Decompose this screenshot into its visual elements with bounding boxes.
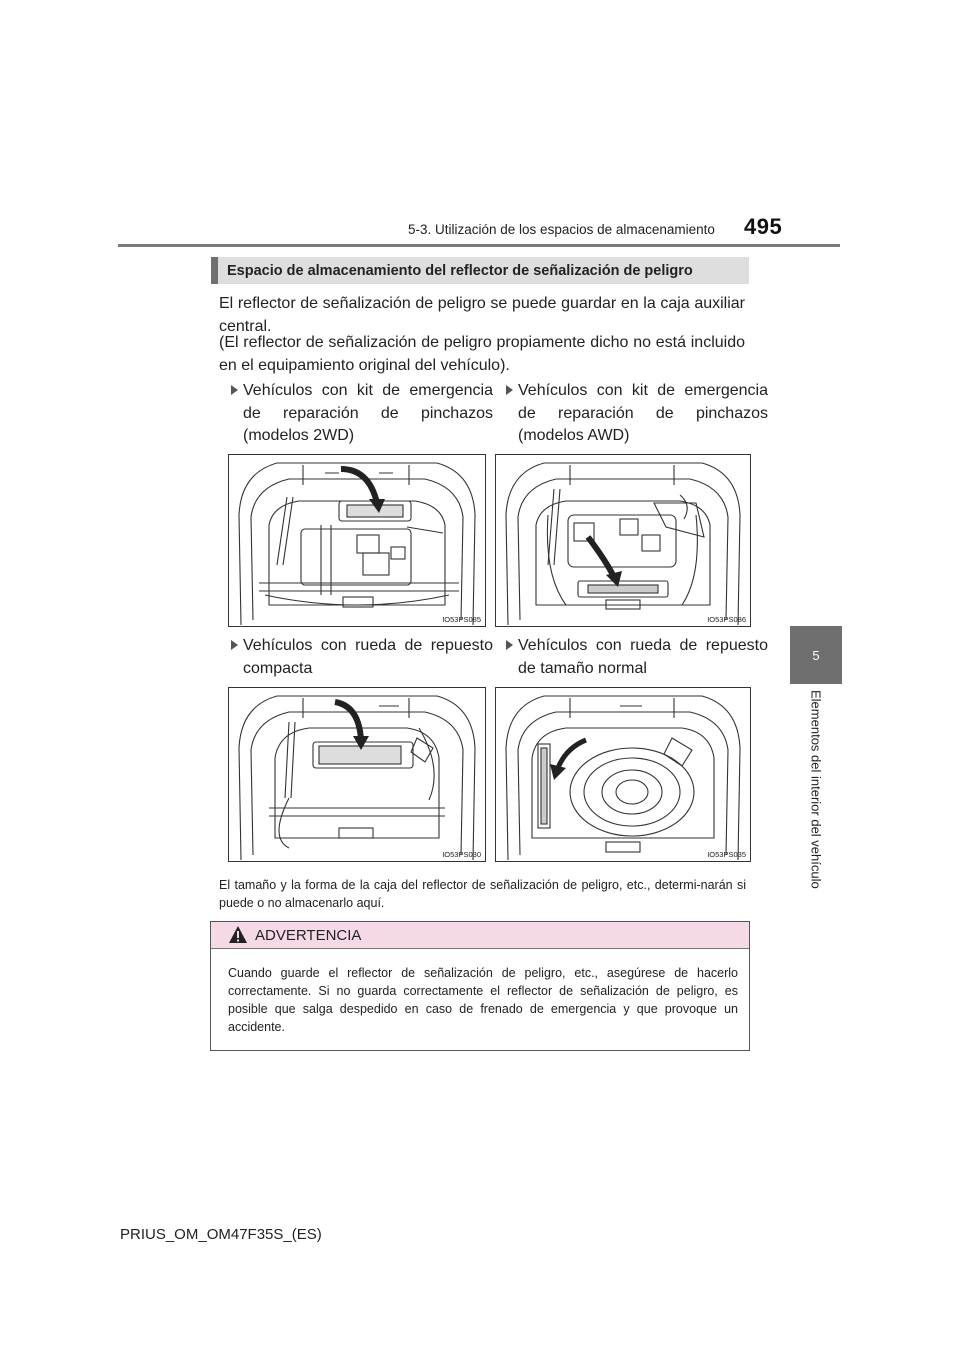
warning-title: ADVERTENCIA <box>255 927 362 944</box>
figure-label-text: Vehículos con kit de emergencia de reparación de pinchazos (modelos AWD) <box>518 382 768 444</box>
figure-code: IO53PS085 <box>442 615 481 624</box>
figure-fullsize-spare-illustration <box>495 687 751 862</box>
bullet-triangle-icon <box>231 640 238 650</box>
chapter-tab <box>790 626 842 684</box>
figure-label-compact-spare <box>243 635 493 680</box>
figure-label-text: Vehículos con rueda de repuesto de tamaño normal <box>518 637 768 677</box>
figure-code: IO53PS030 <box>442 850 481 859</box>
figure-label-awd <box>518 380 768 448</box>
figure-label-text: Vehículos con kit de emergencia de reparación de pinchazos (modelos 2WD) <box>243 382 493 444</box>
figure-label-fullsize-spare <box>518 635 768 680</box>
bullet-triangle-icon <box>506 640 513 650</box>
figure-code: IO53PS035 <box>707 850 746 859</box>
figure-label-text: Vehículos con rueda de repuesto compacta <box>243 637 493 677</box>
header-rule <box>118 244 840 247</box>
warning-box <box>210 921 750 1051</box>
chapter-title: Elementos del interior del vehículo <box>808 690 824 889</box>
section-title: Espacio de almacenamiento del reflector de señalización de peligro <box>227 262 693 279</box>
figure-caption: El tamaño y la forma de la caja del reflector de señalización de peligro, etc., determi-narán si puede o no almacenarlo aquí. <box>219 878 746 910</box>
running-header-section: 5-3. Utilización de los espacios de almacenamiento <box>408 222 715 237</box>
warning-triangle-icon <box>228 925 248 944</box>
document-footer-code: PRIUS_OM_OM47F35S_(ES) <box>120 1226 322 1243</box>
figure-compact-spare-illustration <box>228 687 486 862</box>
figure-label-2wd <box>243 380 493 448</box>
figure-awd-illustration <box>495 454 751 627</box>
cargo-area-drawing <box>496 455 750 626</box>
figure-code: IO53PS086 <box>707 615 746 624</box>
warning-header <box>211 922 749 949</box>
chapter-side-label <box>808 690 824 890</box>
section-heading <box>211 257 749 284</box>
page-number: 495 <box>744 214 783 239</box>
body-paragraph: (El reflector de señalización de peligro propiamente dicho no está incluido en el equipamiento original del vehículo). <box>219 334 745 374</box>
warning-text: Cuando guarde el reflector de señalización de peligro, etc., asegúrese de hacerlo correctamente. Si no guarda correctamente el reflector de señalización de peligro, es posible que salga despedido en caso de frenado de emergencia y que provoque un accidente. <box>228 966 738 1034</box>
bullet-triangle-icon <box>231 385 238 395</box>
cargo-area-drawing <box>229 688 485 861</box>
body-paragraph: El reflector de señalización de peligro se puede guardar en la caja auxiliar central. <box>219 295 745 335</box>
cargo-area-drawing <box>229 455 485 626</box>
cargo-area-drawing <box>496 688 750 861</box>
figure-2wd-illustration <box>228 454 486 627</box>
bullet-triangle-icon <box>506 385 513 395</box>
chapter-number: 5 <box>812 647 820 663</box>
